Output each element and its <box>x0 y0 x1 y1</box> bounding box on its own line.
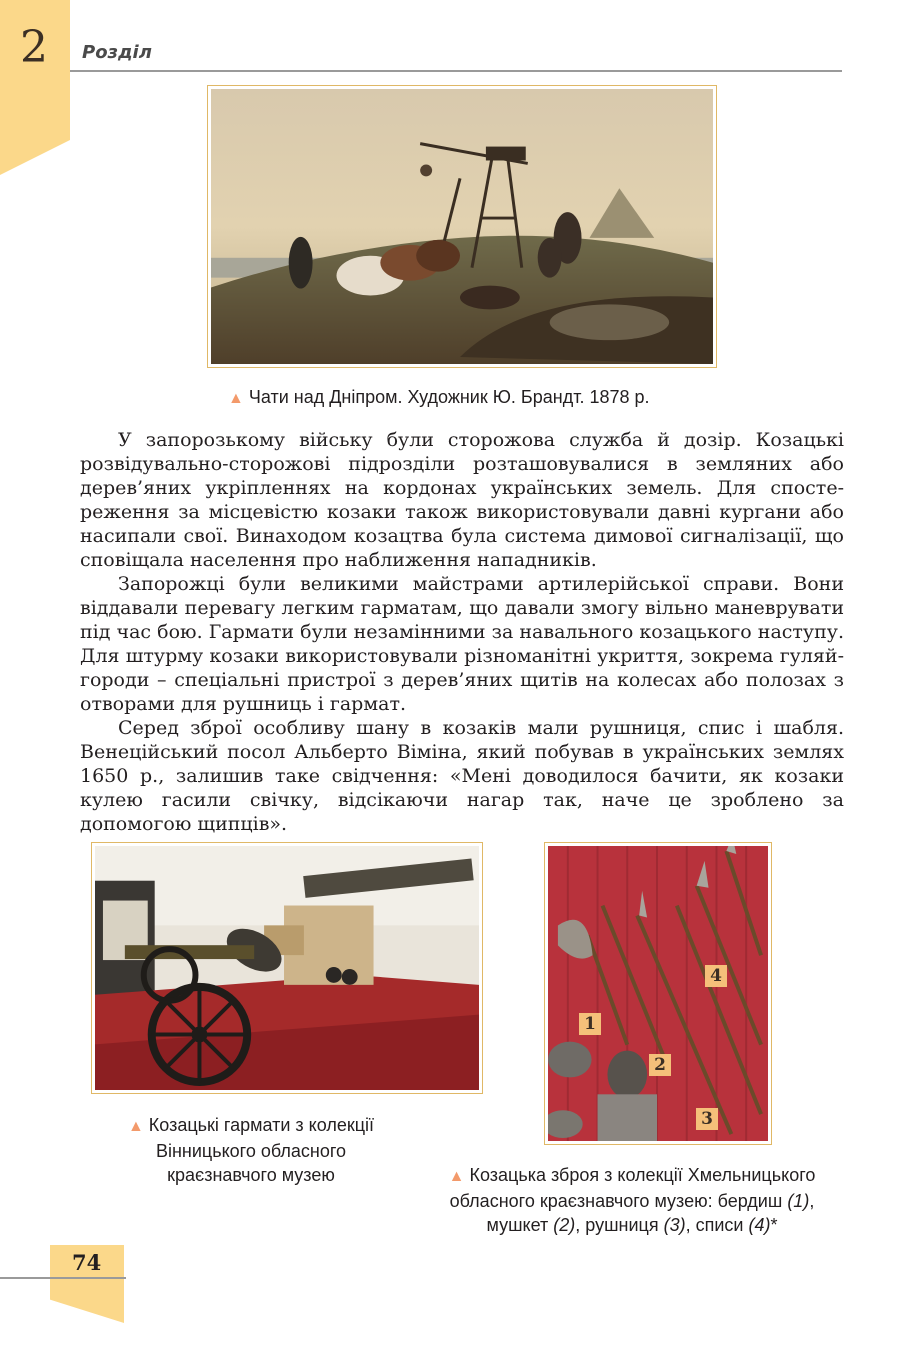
weapons-photo-frame <box>544 842 772 1145</box>
chapter-label: Розділ <box>82 42 152 63</box>
body-text <box>80 428 844 836</box>
header-divider <box>70 70 842 72</box>
chapter-number: 2 <box>20 22 48 73</box>
paragraph-3: Серед зброї особливу шану в козаків мали рушниця, спис і шабля. Венеційський посол Альберто Віміна, який побував в українських землях 1650 р., залишив таке свідчення: «Мені доводилося бачити, як козаки кулею гасили свічку, відсікаючи нагар так, наче це зроблено за допомогою щипців». <box>80 717 844 835</box>
badge-spears: 4 <box>705 965 727 987</box>
triangle-marker-icon: ▲ <box>448 1168 465 1185</box>
paragraph-1: У запорозькому війську були сторожова служба й дозір. Козацькі розвідувально-сторожові підрозділи розташовувалися в земляних або дерев’яних укріпленнях на кордонах українських земель. Для спостереження за місцевістю козаки також використовували давні кургани або насипали свої. Винаходом козацтва була система димової сигналізації, що сповіщала населення про наближення нападників. <box>80 429 844 571</box>
badge-berdysh: 1 <box>579 1013 601 1035</box>
weapons-caption-line-2: обласного краєзнавчого музею: бердиш (1), <box>449 1191 815 1211</box>
painting-caption-text: Чати над Дніпром. Художник Ю. Брандт. 1878 р. <box>248 387 650 407</box>
weapons-caption <box>412 1163 852 1237</box>
cannons-caption <box>91 1113 411 1187</box>
triangle-marker-icon: ▲ <box>127 1118 144 1135</box>
cannons-caption-line-2: Вінницького обласного <box>155 1141 347 1161</box>
painting-caption <box>228 385 708 411</box>
paragraph-2: Запорожці були великими майстрами артилерійської справи. Вони віддавали перевагу легким гарматам, що давали змогу вільно маневрувати під час бою. Гармати були незамінними за навального козацького наступу. Для штурму козаки використовували різноманітні укриття, зокрема гуляй-городи – спеціальні пристрої з дерев’яних щитів на колесах або полозах з отворами для рушниць і гармат. <box>80 573 844 715</box>
cannons-caption-line-3: краєзнавчого музею <box>167 1165 335 1185</box>
painting-chaty-frame <box>207 85 717 368</box>
painting-chaty-image <box>211 89 713 364</box>
badge-rifle: 3 <box>696 1108 718 1130</box>
badge-musket: 2 <box>649 1054 671 1076</box>
weapons-caption-line-3: мушкет (2), рушниця (3), списи (4)* <box>486 1215 778 1235</box>
cannons-photo-frame <box>91 842 483 1094</box>
triangle-marker-icon: ▲ <box>228 390 244 407</box>
weapons-caption-line-1: ▲ Козацька зброя з колекції Хмельницького <box>448 1165 816 1185</box>
cannons-photo-image <box>95 846 479 1090</box>
weapons-photo-image <box>548 846 768 1141</box>
page-number: 74 <box>72 1250 102 1275</box>
footer-divider <box>0 1277 126 1279</box>
cannons-caption-line-1: ▲ Козацькі гармати з колекції <box>127 1115 375 1135</box>
